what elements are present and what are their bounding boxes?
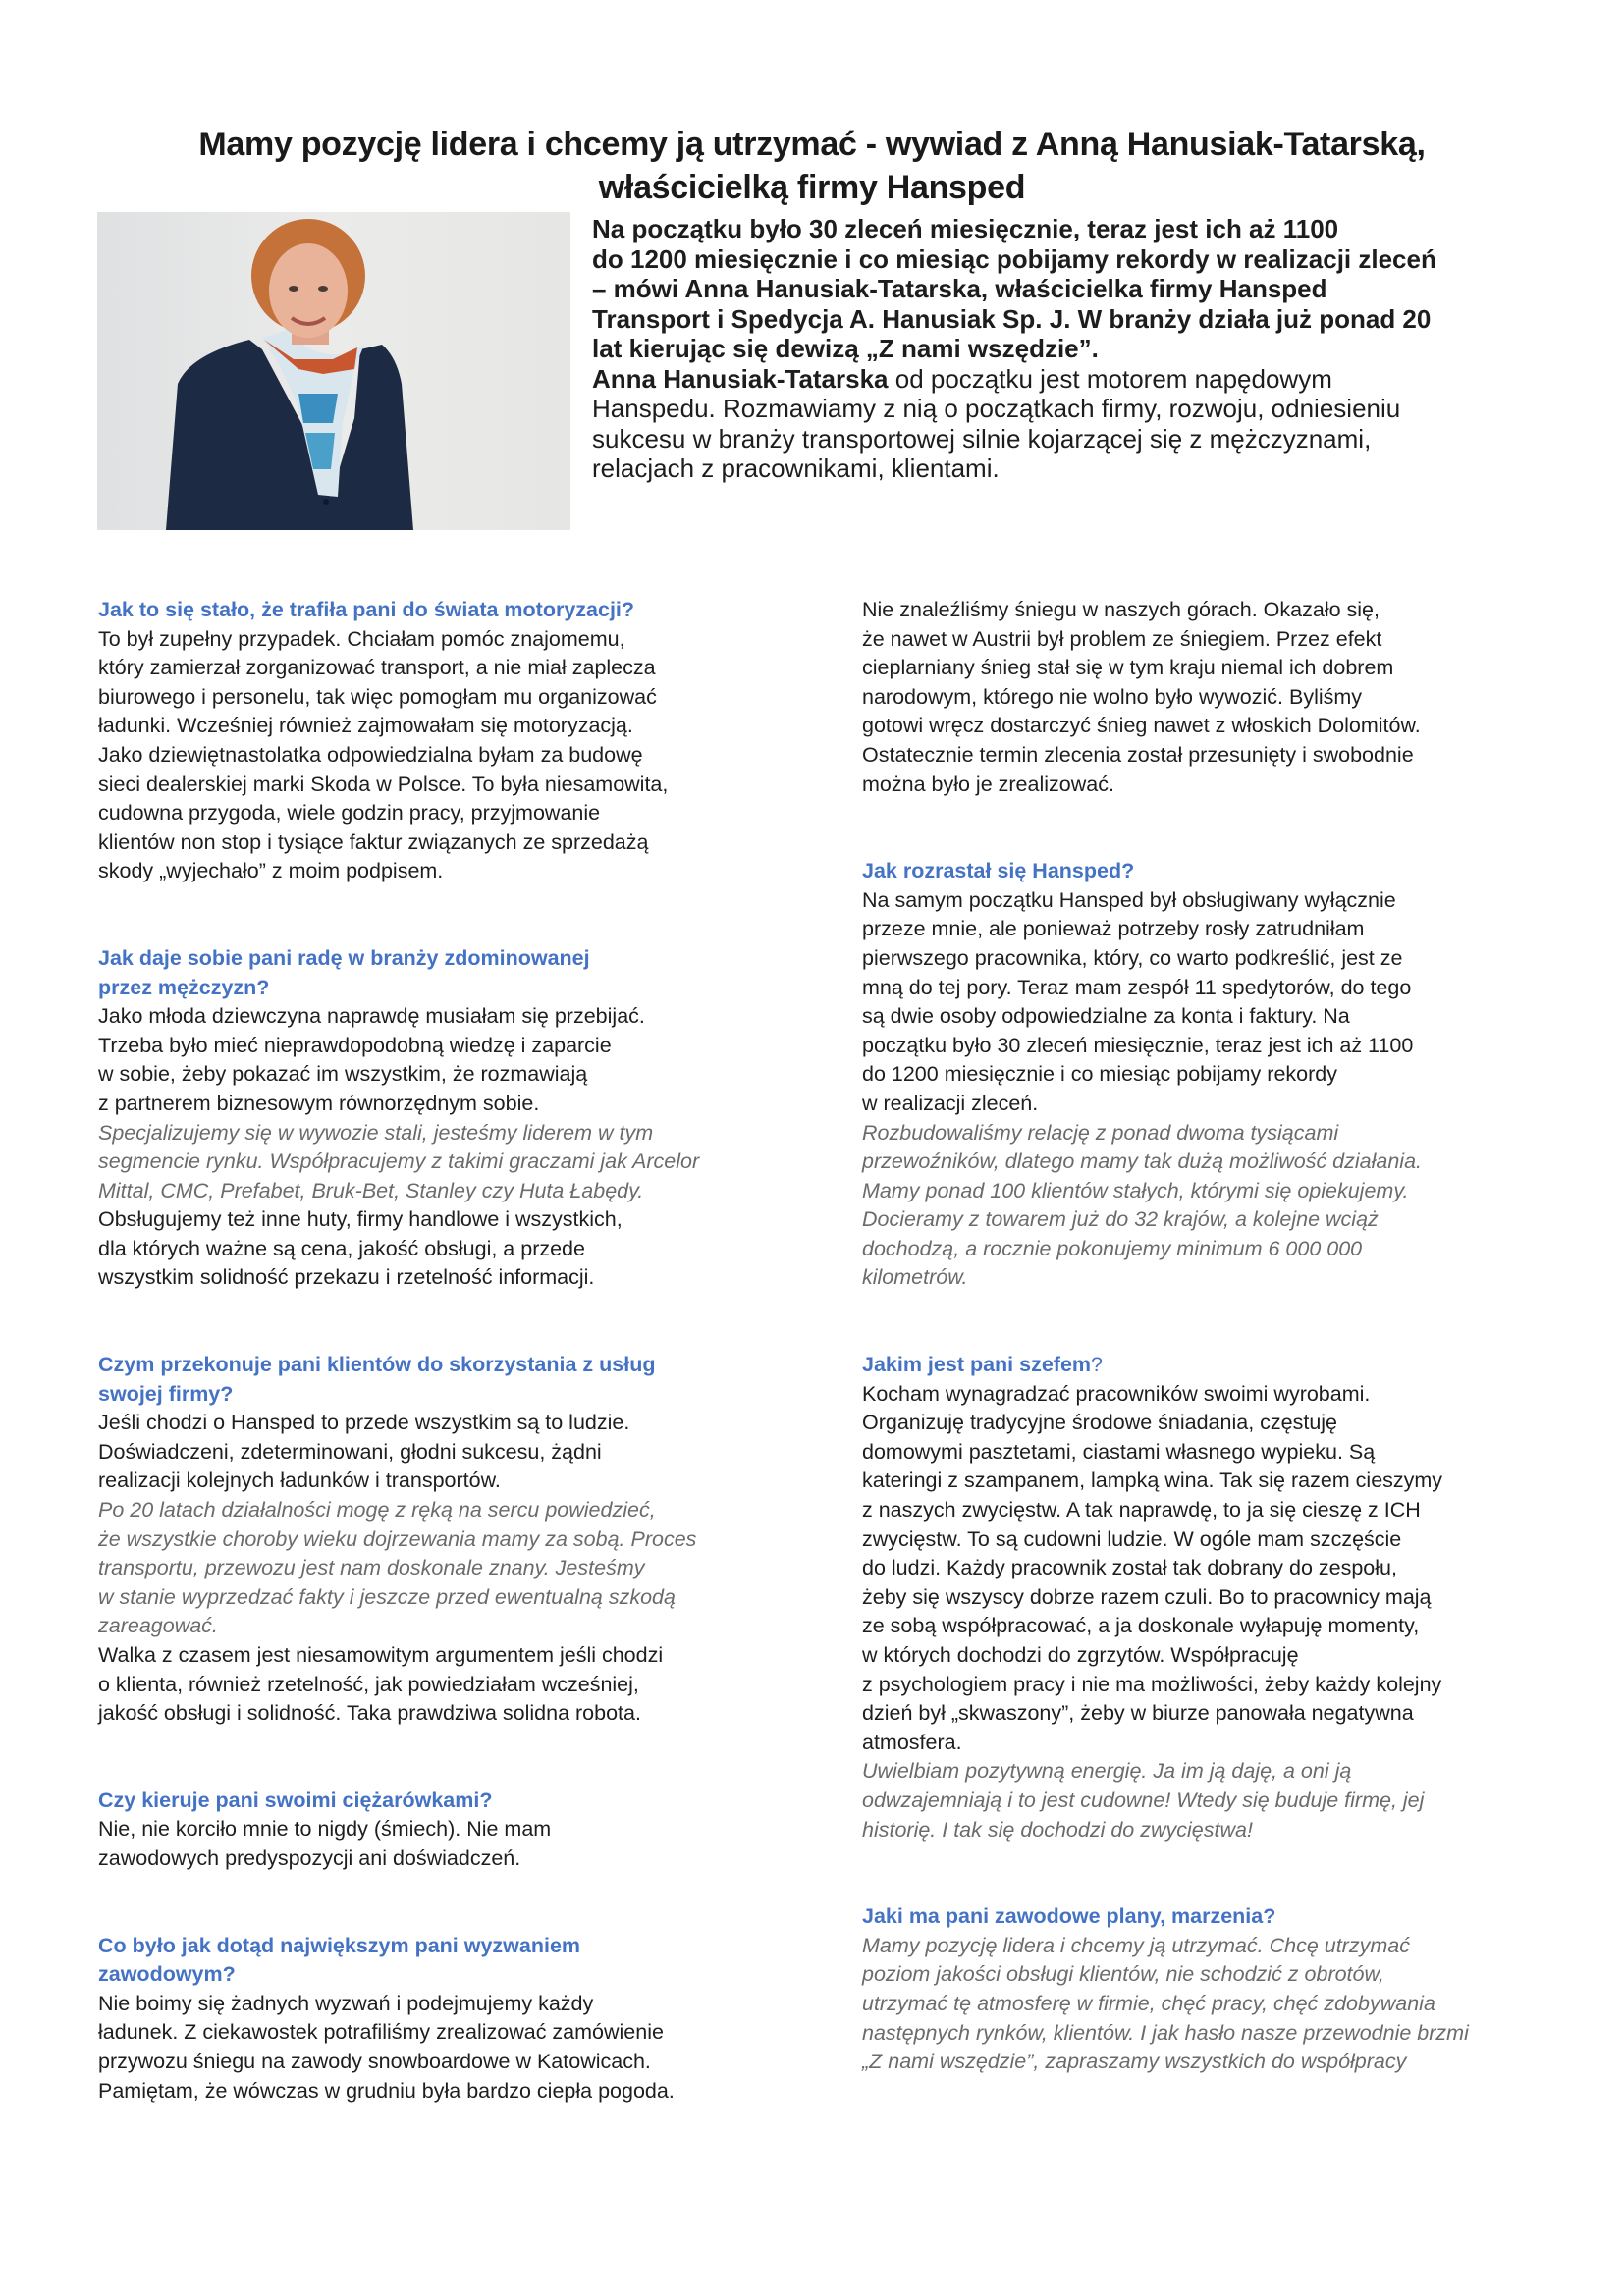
article-title-line: Mamy pozycję lidera i chcemy ją utrzymać - wywiad z Anną Hanusiak-Tatarską, [198,125,1426,163]
qa-section [98,1932,776,2107]
answer-line: Nie, nie korciło mnie to nigdy (śmiech). Nie mam [98,1817,552,1842]
question-heading [98,1351,776,1409]
question-text: zawodowym? [98,1962,236,1987]
question-line [862,1902,1540,1932]
lead-summary [592,214,1535,364]
answer-paragraph [98,1990,776,2106]
answer-line: Po 20 latach działalności mogę z ręką na sercu powiedzieć, [98,1498,656,1522]
answer-line: zawodowych predyspozycji ani doświadczeń. [98,1845,521,1870]
answer-line: Organizuję tradycyjne środowe śniadania, częstuję [862,1411,1338,1435]
answer-line: przeze mnie, ale ponieważ potrzeby rosły zatrudniłam [862,917,1365,941]
question-heading [862,1902,1540,1932]
answer-line: Specjalizujemy się w wywozie stali, jesteśmy liderem w tym [98,1120,654,1145]
question-text: Jak daje sobie pani radę w branży zdominowanej [98,945,590,970]
question-heading [98,1932,776,1990]
lead-summary-line: do 1200 miesięcznie i co miesiąc pobijamy rekordy w realizacji zleceń [592,243,1436,274]
answer-paragraph [98,1641,776,1729]
answer-line: jakość obsługi i solidność. Taka prawdziwa solidna robota. [98,1701,641,1726]
answer-line: biurowego i personelu, tak więc pomogłam mu organizować [98,684,657,709]
answer-line: ładunki. Wcześniej również zajmowałam się motoryzacją. [98,714,633,738]
question-mark: ? [1091,1353,1103,1377]
answer-line: gotowi wręcz dostarczyć śnieg nawet z włoskich Dolomitów. [862,714,1421,738]
answer-line: Mittal, CMC, Prefabet, Bruk-Bet, Stanley czy Huta Łabędy. [98,1178,644,1202]
answer-line: Docieramy z towarem już do 32 krajów, a kolejne wciąż [862,1207,1379,1232]
answer-line: pierwszego pracownika, który, co warto podkreślić, jest ze [862,945,1403,970]
answer-paragraph [98,1409,776,1496]
answer-italic-paragraph [862,1757,1540,1844]
article-title-line: właścicielką firmy Hansped [598,168,1026,206]
answer-line: który zamierzał zorganizować transport, a nie miał zaplecza [98,656,656,680]
answer-line: zwycięstw. To są cudowni ludzie. W ogóle mam szczęście [862,1526,1402,1551]
lead-intro-line: sukcesu w branży transportowej silnie kojarzącej się z mężczyznami, [592,423,1372,454]
eye-shape [318,286,328,292]
answer-line: następnych rynków, klientów. I jak hasło nasze przewodnie brzmi [862,2020,1469,2045]
question-line [98,1960,776,1990]
lead-intro-line [592,364,1535,395]
qa-section [98,596,776,886]
answer-line: cudowna przygoda, wiele godzin pracy, przyjmowanie [98,801,601,826]
answer-line: To był zupełny przypadek. Chciałam pomóc znajomemu, [98,626,625,651]
answer-line: „Z nami wszędzie”, zapraszamy wszystkich do współpracy [862,2050,1407,2074]
answer-line: dzień był „skwaszony”, żeby w biurze panowała negatywna [862,1701,1414,1726]
question-line [98,974,776,1003]
answer-line: wszystkim solidność przekazu i rzetelność informacji. [98,1265,595,1290]
question-text: swojej firmy? [98,1381,234,1406]
answer-line: zareagować. [98,1614,218,1638]
answer-paragraph [98,1205,776,1293]
answer-line: realizacji kolejnych ładunków i transportów. [98,1468,501,1493]
answer-line: Uwielbiam pozytywną energię. Ja im ją daję, a oni ją [862,1759,1352,1784]
question-line [98,1380,776,1410]
article-title [98,123,1526,209]
answer-line: ze sobą współpracować, a ja doskonale wyłapuję momenty, [862,1614,1420,1638]
answer-line: do 1200 miesięcznie i co miesiąc pobijamy rekordy [862,1062,1337,1087]
answer-paragraph [862,886,1540,1119]
question-text: Jak rozrastał się Hansped? [862,859,1135,883]
lead-summary-line: Transport i Spedycja A. Hanusiak Sp. J. W branży działa już ponad 20 [592,303,1432,334]
interviewee-name: Anna Hanusiak-Tatarska [592,363,889,394]
question-line [98,1351,776,1380]
answer-line: ładunek. Z ciekawostek potrafiliśmy zrealizować zamówienie [98,2020,664,2045]
qa-section [98,1351,776,1729]
qa-section [862,596,1540,799]
answer-line: odwzajemniają i to jest cudowne! Wtedy się buduje firmę, jej [862,1788,1425,1812]
right-column [862,596,1540,2077]
answer-line: z partnerem biznesowym równorzędnym sobie. [98,1091,540,1115]
answer-paragraph [862,1380,1540,1758]
lead-summary-line: lat kierując się dewizą „Z nami wszędzie”. [592,334,1099,363]
lead-intro [592,364,1535,484]
eye-shape [289,286,298,292]
answer-italic-paragraph [98,1496,776,1641]
question-line [98,1932,776,1961]
answer-paragraph [98,1815,776,1873]
question-text: Czym przekonuje pani klientów do skorzystania z usług [98,1353,656,1377]
answer-italic-paragraph [862,1119,1540,1294]
qa-section [862,1351,1540,1844]
question-heading [98,944,776,1002]
portrait-photo [97,212,570,530]
answer-line: o klienta, również rzetelność, jak powiedziałam wcześniej, [98,1672,639,1696]
question-text: Jak to się stało, że trafiła pani do świata motoryzacji? [98,598,635,621]
answer-line: w sobie, żeby pokazać im wszystkim, że rozmawiają [98,1062,588,1087]
answer-line: Rozbudowaliśmy relację z ponad dwoma tysiącami [862,1120,1339,1145]
answer-line: Nie boimy się żadnych wyzwań i podejmujemy każdy [98,1991,594,2015]
answer-line: kateringi z szampanem, lampką wina. Tak się razem cieszymy [862,1468,1443,1493]
answer-line: przywozu śniegu na zawody snowboardowe w Katowicach. [98,2049,651,2073]
answer-line: w których dochodzi do zgrzytów. Współpracuję [862,1643,1299,1667]
lead-intro-text: od początku jest motorem napędowym [888,363,1332,394]
answer-line: cieplarniany śnieg stał się w tym kraju niemal ich dobrem [862,656,1394,680]
lead-summary-line: – mówi Anna Hanusiak-Tatarska, właścicielka firmy Hansped [592,274,1327,303]
answer-line: skody „wyjechało” z moim podpisem. [98,859,444,883]
answer-paragraph [862,596,1540,799]
answer-italic-paragraph [98,1119,776,1206]
question-text: Co było jak dotąd największym pani wyzwaniem [98,1933,581,1957]
answer-line: Mamy ponad 100 klientów stałych, którymi się opiekujemy. [862,1178,1409,1202]
answer-line: Jako dziewiętnastolatka odpowiedzialna byłam za budowę [98,742,643,767]
qa-section [862,857,1540,1293]
answer-line: historię. I tak się dochodzi do zwycięstwa! [862,1817,1253,1842]
answer-line: Jeśli chodzi o Hansped to przede wszystkim są to ludzie. [98,1411,630,1435]
answer-paragraph [98,1002,776,1118]
answer-line: domowymi pasztetami, ciastami własnego wypieku. Są [862,1439,1376,1464]
question-line [98,596,776,625]
answer-line: sieci dealerskiej marki Skoda w Polsce. To była niesamowita, [98,772,669,796]
answer-line: z naszych zwycięstw. A tak naprawdę, to ja się cieszę z ICH [862,1498,1421,1522]
question-line [862,857,1540,886]
answer-line: przewoźników, dlatego mamy tak dużą możliwość działania. [862,1149,1423,1174]
answer-line: do ludzi. Każdy pracownik został tak dobrany do zespołu, [862,1556,1397,1580]
answer-line: początku było 30 zleceń miesięcznie, teraz jest ich aż 1100 [862,1033,1414,1057]
answer-line: żeby się wszyscy dobrze razem czuli. Bo to pracownicy mają [862,1584,1432,1609]
answer-line: Trzeba było mieć nieprawdopodobną wiedzę i zaparcie [98,1033,612,1057]
answer-line: Pamiętam, że wówczas w grudniu była bardzo ciepła pogoda. [98,2078,675,2103]
answer-line: Nie znaleźliśmy śniegu w naszych górach. Okazało się, [862,598,1380,621]
button-shape [323,499,329,505]
answer-line: Na samym początku Hansped był obsługiwany wyłącznie [862,887,1396,912]
answer-line: można było je zrealizować. [862,772,1114,796]
portrait-illustration [97,212,570,530]
answer-line: dla których ważne są cena, jakość obsługi, a przede [98,1236,585,1260]
answer-line: kilometrów. [862,1265,968,1290]
answer-line: Mamy pozycję lidera i chcemy ją utrzymać. Chcę utrzymać [862,1933,1410,1957]
answer-line: atmosfera. [862,1730,962,1754]
qa-section [862,1902,1540,2077]
question-line [98,944,776,974]
answer-line: poziom jakości obsługi klientów, nie schodzić z obrotów, [862,1962,1384,1987]
article-lead [592,214,1535,484]
answer-line: są dwie osoby odpowiedzialne za konta i faktury. Na [862,1004,1350,1029]
lead-intro-line: Hanspedu. Rozmawiamy z nią o początkach firmy, rozwoju, odniesieniu [592,394,1401,423]
answer-line: transportu, przewozu jest nam doskonale znany. Jesteśmy [98,1556,645,1580]
answer-line: segmencie rynku. Współpracujemy z takimi graczami jak Arcelor [98,1149,700,1174]
question-heading [862,857,1540,886]
lead-summary-line: Na początku było 30 zleceń miesięcznie, teraz jest ich aż 1100 [592,214,1339,243]
answer-line: Walka z czasem jest niesamowitym argumentem jeśli chodzi [98,1643,664,1667]
question-heading [98,596,776,625]
question-line [862,1351,1540,1380]
question-line [98,1787,776,1816]
qa-section [98,944,776,1293]
left-column [98,596,776,2106]
qa-section [98,1787,776,1874]
answer-line: Kocham wynagradzać pracowników swoimi wyrobami. [862,1381,1371,1406]
question-text: Jakim jest pani szefem [862,1353,1092,1377]
answer-line: w realizacji zleceń. [862,1091,1039,1115]
answer-line: mną do tej pory. Teraz mam zespół 11 spedytorów, do tego [862,975,1412,999]
answer-line: Obsługujemy też inne huty, firmy handlowe i wszystkich, [98,1207,623,1232]
answer-line: dochodzą, a rocznie pokonujemy minimum 6 000 000 [862,1236,1363,1260]
answer-line: utrzymać tę atmosferę w firmie, chęć pracy, chęć zdobywania [862,1991,1435,2015]
lead-intro-line: relacjach z pracownikami, klientami. [592,454,1000,483]
question-text: przez mężczyzn? [98,975,270,999]
answer-line: w stanie wyprzedzać fakty i jeszcze przed ewentualną szkodą [98,1584,676,1609]
answer-italic-paragraph [862,1932,1540,2077]
question-text: Jaki ma pani zawodowe plany, marzenia? [862,1904,1276,1929]
answer-line: narodowym, którego nie wolno było wywozić. Byliśmy [862,684,1363,709]
answer-paragraph [98,625,776,886]
answer-line: Jako młoda dziewczyna naprawdę musiałam się przebijać. [98,1004,645,1029]
answer-line: że nawet w Austrii był problem ze śniegiem. Przez efekt [862,626,1382,651]
question-heading [98,1787,776,1816]
question-text: Czy kieruje pani swoimi ciężarówkami? [98,1788,493,1812]
scarf-pattern [298,394,338,423]
answer-line: Ostatecznie termin zlecenia został przesunięty i swobodnie [862,742,1414,767]
question-heading [862,1351,1540,1380]
answer-line: klientów non stop i tysiące faktur związanych ze sprzedażą [98,829,649,854]
answer-line: Doświadczeni, zdeterminowani, głodni sukcesu, żądni [98,1439,602,1464]
answer-line: że wszystkie choroby wieku dojrzewania mamy za sobą. Proces [98,1526,697,1551]
answer-line: z psychologiem pracy i nie ma możliwości, żeby każdy kolejny [862,1672,1442,1696]
